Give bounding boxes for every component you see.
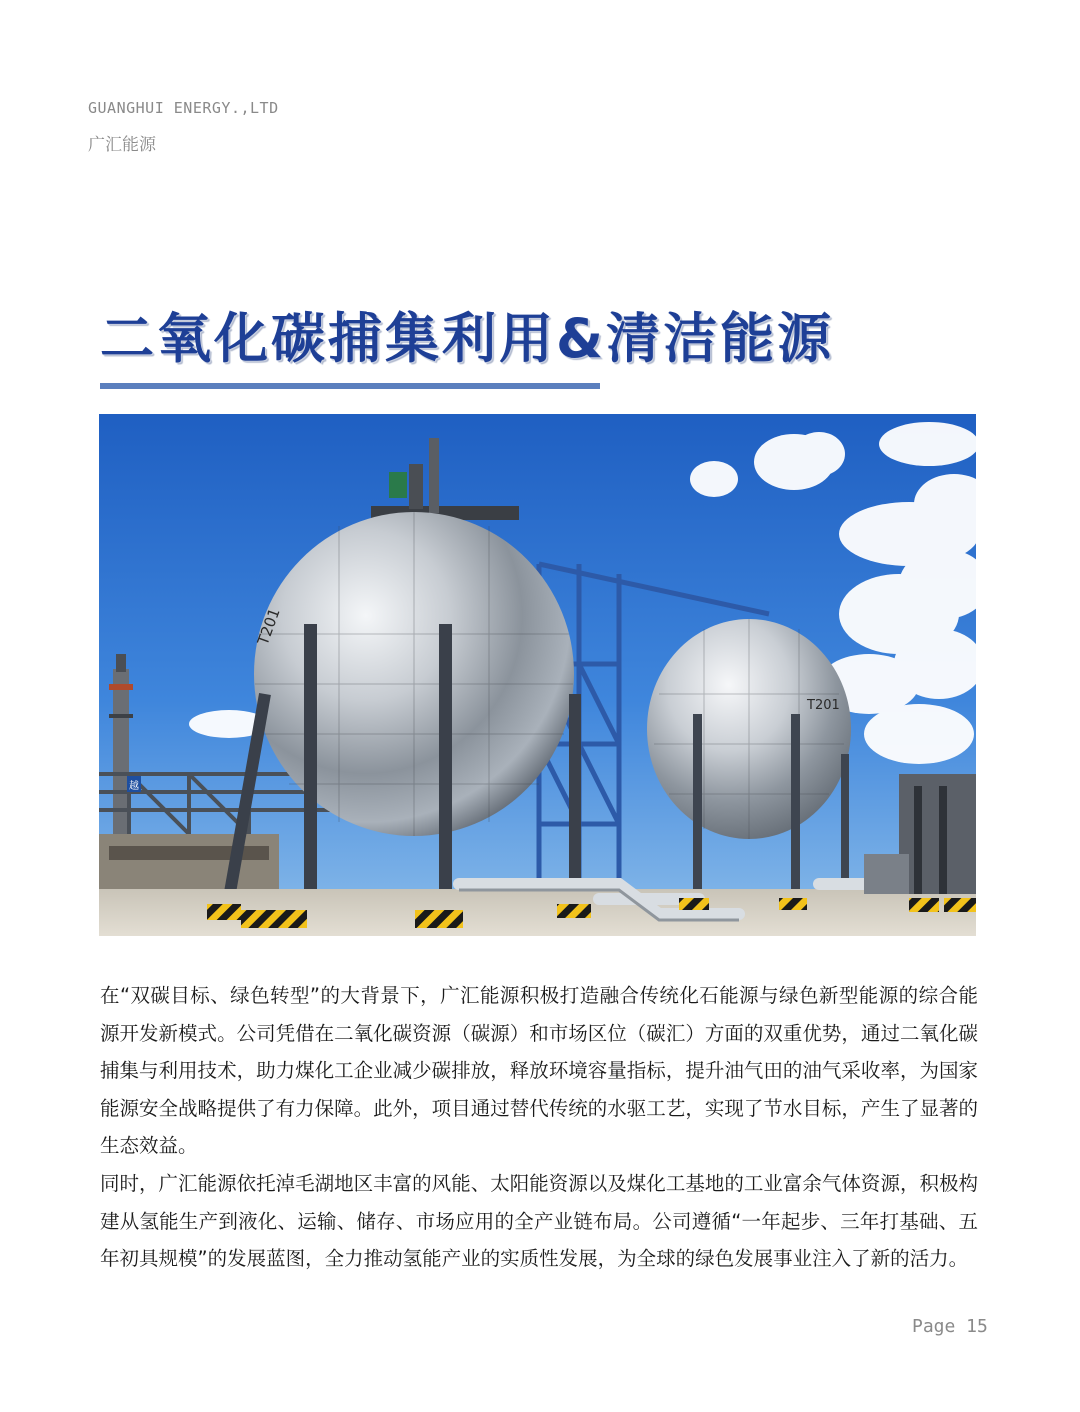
- company-name-cn: 广汇能源: [88, 135, 156, 155]
- storage-tanks-photo: [99, 414, 976, 936]
- svg-text:越: 越: [129, 781, 139, 792]
- page-title: 二氧化碳捕集利用&清洁能源: [100, 307, 835, 370]
- title-underline: [100, 383, 600, 389]
- page-number: Page 15: [912, 1316, 988, 1337]
- right-tank-label: T201: [807, 698, 840, 713]
- blue-sign: [127, 776, 141, 792]
- left-tank-label: T201: [253, 605, 284, 648]
- paragraph-1: 在“双碳目标、绿色转型”的大背景下，广汇能源积极打造融合传统化石能源与绿色新型能源的综合能源开发新模式。公司凭借在二氧化碳资源（碳源）和市场区位（碳汇）方面的双重优势，通过二氧化碳捕集与利用技术，助力煤化工企业减少碳排放，释放环境容量指标，提升油气田的油气采收率，为国家能源安全战略提供了有力保障。此外，项目通过替代传统的水驱工艺，实现了节水目标，产生了显著的生态效益。: [100, 984, 978, 1158]
- paragraph-2: 同时，广汇能源依托淖毛湖地区丰富的风能、太阳能资源以及煤化工基地的工业富余气体资源，积极构建从氢能生产到液化、运输、储存、市场应用的全产业链布局。公司遵循“一年起步、三年打基础、五年初具规模”的发展蓝图，全力推动氢能产业的实质性发展，为全球的绿色发展事业注入了新的活力。: [100, 1171, 978, 1271]
- company-name-en: GUANGHUI ENERGY.,LTD: [88, 99, 279, 117]
- building: [99, 834, 279, 889]
- body-text: [100, 977, 978, 1278]
